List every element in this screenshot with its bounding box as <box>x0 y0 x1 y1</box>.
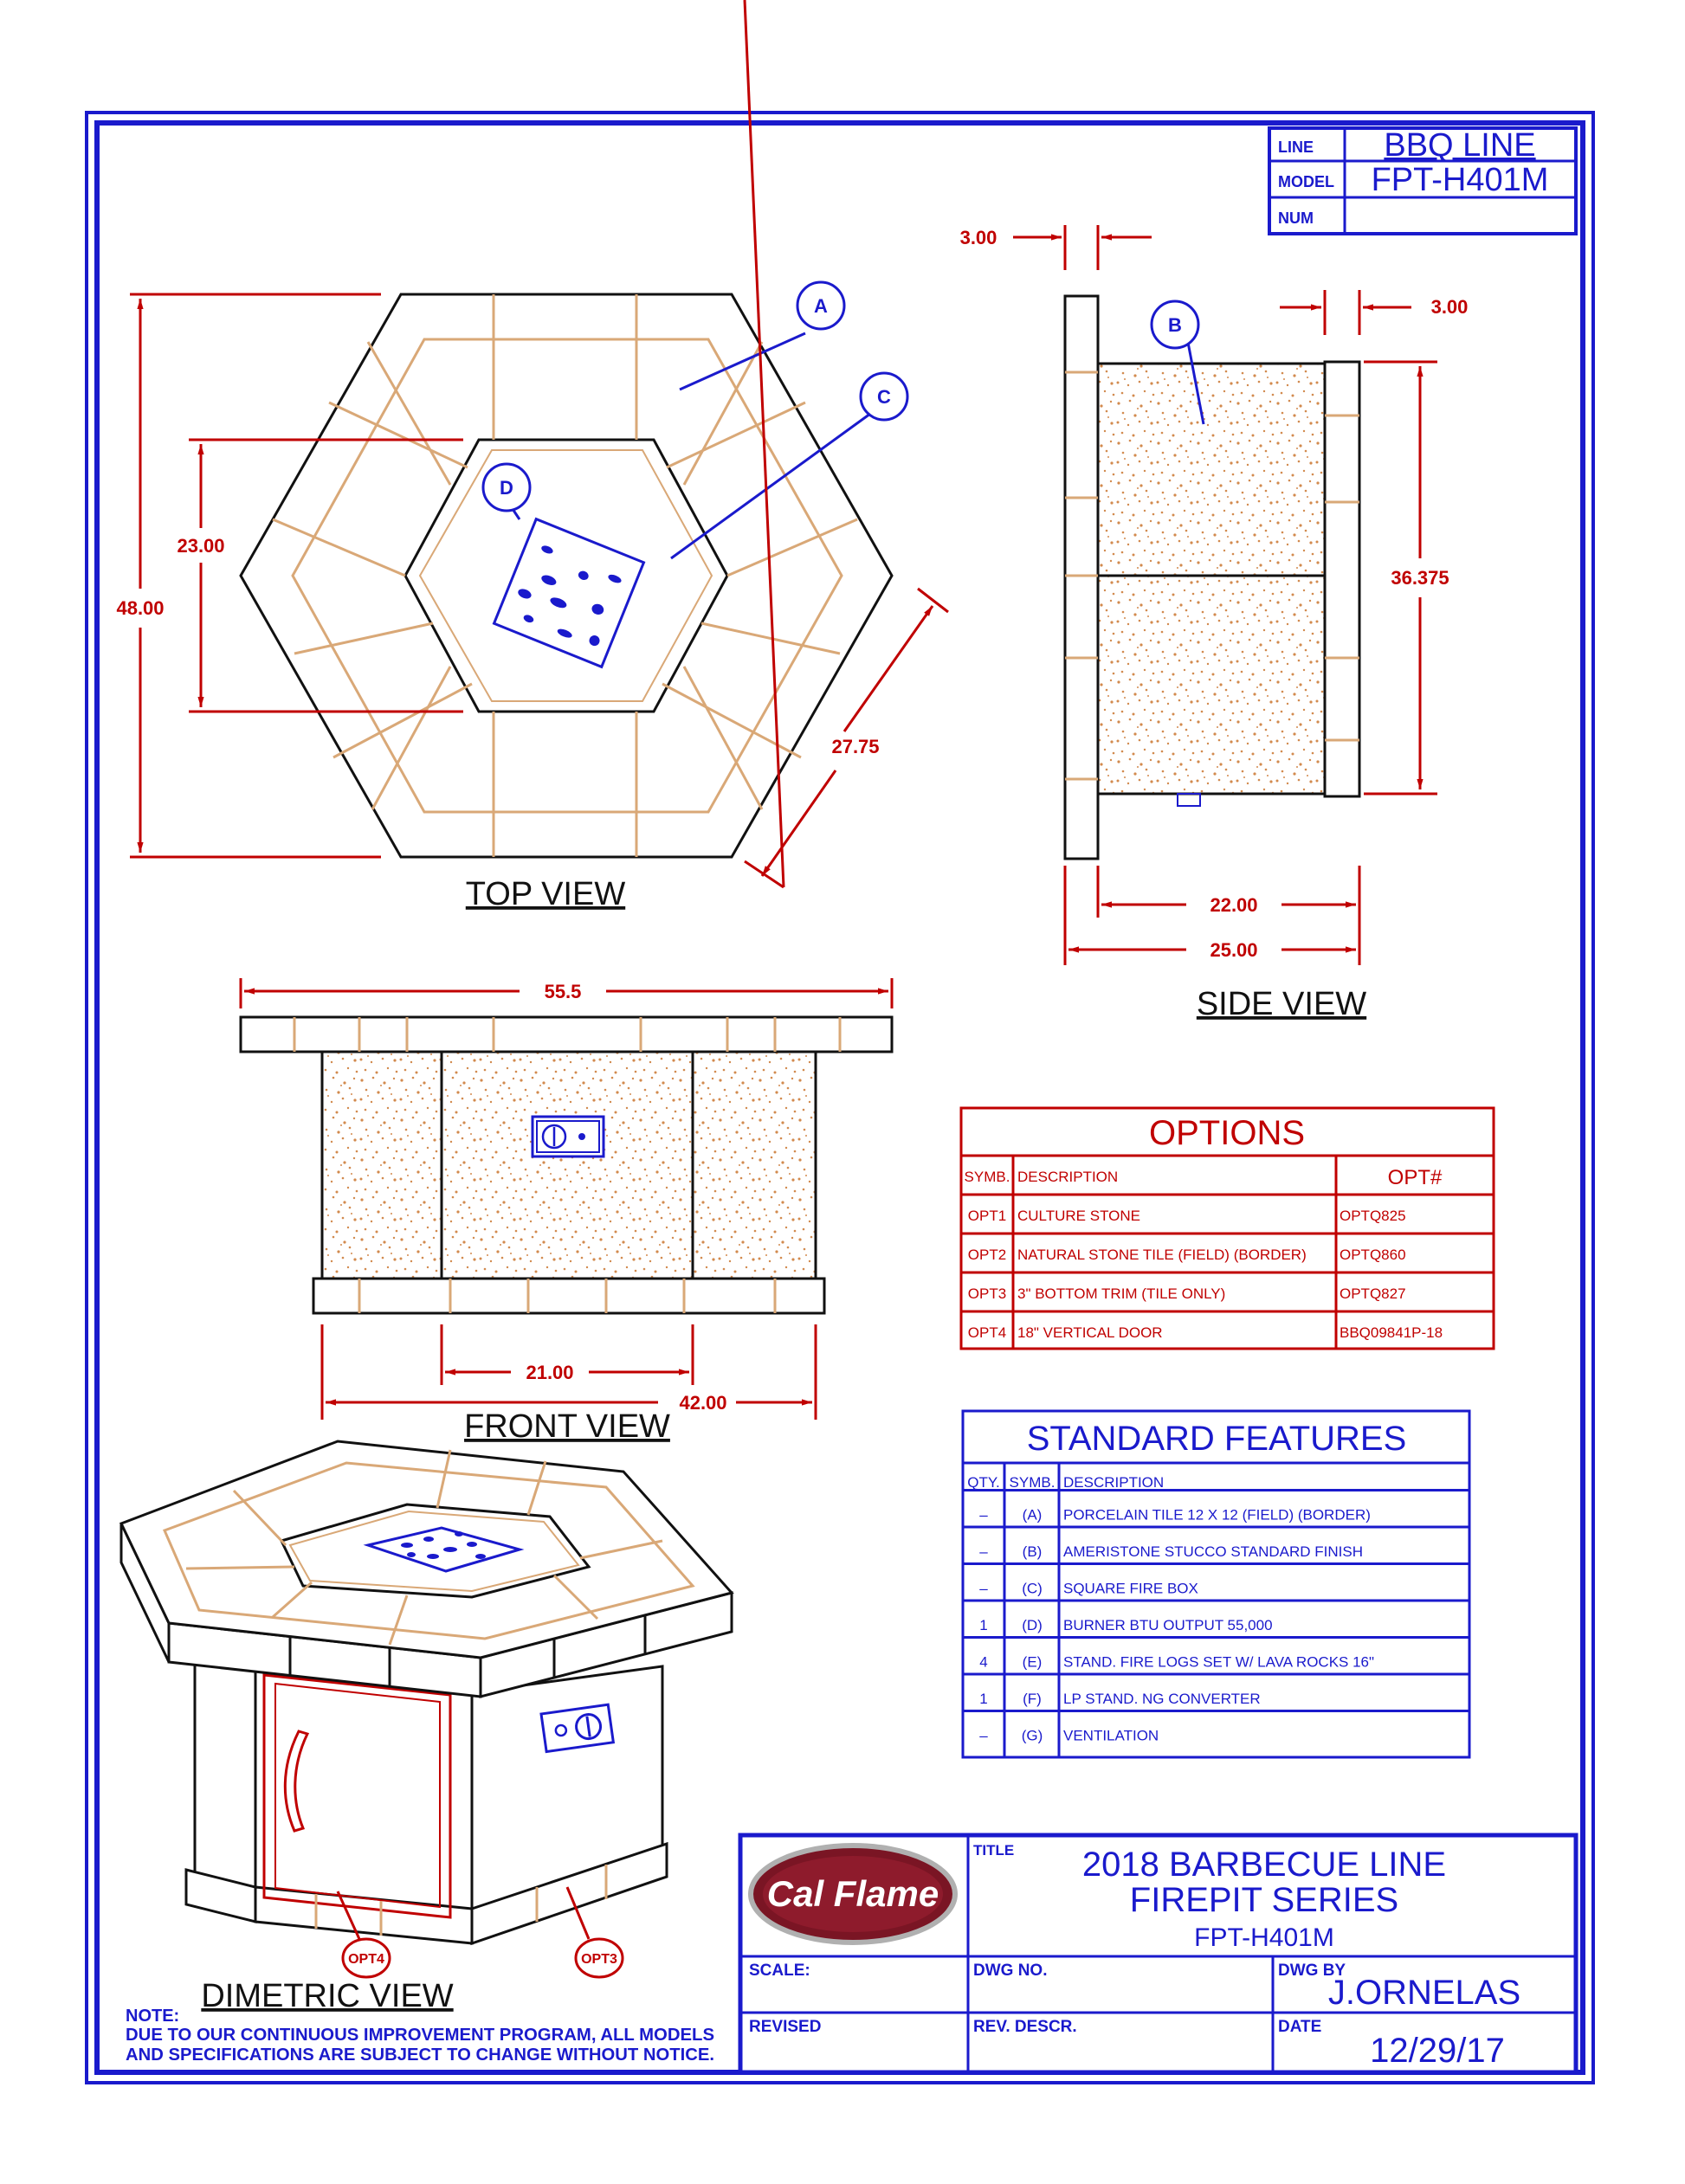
top-view <box>116 0 948 912</box>
sf-cell-r3-c0: 1 <box>979 1617 988 1633</box>
dim-front-21: 21.00 <box>526 1362 574 1383</box>
sf-cell-r1-c1: (B) <box>1022 1543 1043 1560</box>
options-header-opt: OPT# <box>1387 1166 1443 1189</box>
sf-cell-r2-c0: – <box>979 1580 988 1597</box>
sf-cell-r6-c1: (G) <box>1021 1727 1043 1744</box>
dim-side-25: 25.00 <box>1210 939 1258 961</box>
date-value: 12/29/17 <box>1370 2032 1505 2070</box>
sf-header-desc: DESCRIPTION <box>1063 1474 1165 1491</box>
dim-side-22: 22.00 <box>1210 894 1258 916</box>
options-cell-r0-c0: OPT1 <box>967 1208 1007 1224</box>
sf-cell-r5-c0: 1 <box>979 1691 988 1707</box>
top-title-block <box>1269 127 1576 234</box>
sf-cell-r6-c2: VENTILATION <box>1063 1727 1159 1744</box>
sf-cell-r4-c1: (E) <box>1022 1653 1043 1671</box>
options-cell-r3-c0: OPT4 <box>967 1324 1007 1341</box>
opt4-label: OPT4 <box>348 1952 384 1967</box>
options-cell-r3-c1: 18" VERTICAL DOOR <box>1017 1324 1163 1341</box>
dim-side-36375: 36.375 <box>1391 567 1449 589</box>
dimetric-view <box>121 1441 732 2014</box>
front-bottom-trim <box>313 1279 824 1313</box>
side-body <box>1098 364 1325 794</box>
dim-48: 48.00 <box>116 597 165 619</box>
dim-2775: 27.75 <box>831 736 880 757</box>
sf-cell-r5-c2: LP STAND. NG CONVERTER <box>1063 1691 1261 1707</box>
callout-b-label: B <box>1168 314 1182 336</box>
opt3-label: OPT3 <box>581 1952 617 1967</box>
options-title: OPTIONS <box>1148 1114 1306 1152</box>
callout-d-label: D <box>500 477 513 499</box>
front-body <box>322 1052 816 1279</box>
control-panel-icon <box>533 1117 604 1156</box>
side-view-title: SIDE VIEW <box>1196 986 1367 1022</box>
options-cell-r1-c2: OPTQ860 <box>1340 1247 1406 1263</box>
note-block <box>126 2007 714 2065</box>
dim-side-3b: 3.00 <box>1430 296 1469 318</box>
options-cell-r0-c2: OPTQ825 <box>1340 1208 1406 1224</box>
dim-front-555: 55.5 <box>544 981 582 1002</box>
title-line3: FPT-H401M <box>1194 1923 1334 1952</box>
side-top-slab <box>1065 296 1098 859</box>
side-view <box>960 225 1469 1022</box>
sf-cell-r0-c2: PORCELAIN TILE 12 X 12 (FIELD) (BORDER) <box>1063 1506 1371 1524</box>
options-table <box>961 1108 1494 1349</box>
model-label: MODEL <box>1278 173 1334 190</box>
note-line2: AND SPECIFICATIONS ARE SUBJECT TO CHANGE WITHOUT NOTICE. <box>126 2045 714 2065</box>
options-cell-r2-c2: OPTQ827 <box>1340 1285 1406 1302</box>
dim-side-3a: 3.00 <box>959 227 997 248</box>
dim-23: 23.00 <box>177 535 225 557</box>
scale-label: SCALE: <box>749 1962 810 1980</box>
sf-cell-r1-c2: AMERISTONE STUCCO STANDARD FINISH <box>1063 1543 1364 1560</box>
options-cell-r0-c1: CULTURE STONE <box>1017 1208 1141 1224</box>
title-line1: 2018 BARBECUE LINE <box>1081 1846 1447 1884</box>
bottom-title-block <box>740 1835 1576 2072</box>
sf-cell-r3-c2: BURNER BTU OUTPUT 55,000 <box>1063 1617 1273 1633</box>
line-label: LINE <box>1278 139 1314 156</box>
revised-label: REVISED <box>749 2018 822 2036</box>
callout-c-label: C <box>877 386 891 408</box>
sf-header-qty: QTY. <box>967 1474 1000 1491</box>
num-label: NUM <box>1278 209 1314 227</box>
side-bottom-trim <box>1325 362 1359 796</box>
options-cell-r3-c2: BBQ09841P-18 <box>1340 1324 1443 1341</box>
note-line1: DUE TO OUR CONTINUOUS IMPROVEMENT PROGRAM, ALL MODELS <box>126 2026 714 2045</box>
sf-header-symb: SYMB. <box>1009 1474 1056 1491</box>
line-value: BBQ LINE <box>1384 127 1536 164</box>
sf-cell-r6-c0: – <box>979 1727 988 1744</box>
callout-a-label: A <box>814 295 828 317</box>
front-view-title: FRONT VIEW <box>464 1408 670 1445</box>
options-cell-r2-c0: OPT3 <box>967 1285 1007 1302</box>
sf-title: STANDARD FEATURES <box>1026 1420 1407 1458</box>
sf-cell-r4-c0: 4 <box>979 1653 988 1671</box>
options-header-desc: DESCRIPTION <box>1017 1169 1119 1185</box>
options-cell-r1-c1: NATURAL STONE TILE (FIELD) (BORDER) <box>1017 1247 1307 1263</box>
front-view <box>241 978 892 1445</box>
note-label: NOTE: <box>126 2007 180 2026</box>
sf-cell-r0-c0: – <box>979 1506 988 1524</box>
sf-cell-r0-c1: (A) <box>1022 1506 1043 1524</box>
cal-flame-logo <box>751 1846 955 1942</box>
dwg-no-label: DWG NO. <box>973 1962 1048 1980</box>
sf-cell-r2-c2: SQUARE FIRE BOX <box>1063 1580 1198 1597</box>
opt3-bubble <box>576 1939 623 1977</box>
date-label: DATE <box>1278 2018 1322 2036</box>
opt4-bubble <box>343 1939 390 1977</box>
dimetric-view-title: DIMETRIC VIEW <box>201 1978 454 2014</box>
title-label: TITLE <box>973 1842 1015 1859</box>
rev-descr-label: REV. DESCR. <box>973 2018 1077 2036</box>
options-cell-r1-c0: OPT2 <box>967 1247 1007 1263</box>
standard-features-table <box>963 1411 1469 1757</box>
sf-cell-r1-c0: – <box>979 1543 988 1560</box>
dim-front-42: 42.00 <box>679 1392 727 1414</box>
sf-cell-r3-c1: (D) <box>1022 1617 1043 1633</box>
sf-cell-r5-c1: (F) <box>1023 1691 1042 1707</box>
front-top-slab <box>241 1017 892 1052</box>
options-cell-r2-c1: 3" BOTTOM TRIM (TILE ONLY) <box>1017 1285 1226 1302</box>
dwg-by-label: DWG BY <box>1278 1962 1346 1980</box>
title-line2: FIREPIT SERIES <box>1129 1881 1399 1919</box>
sf-cell-r4-c2: STAND. FIRE LOGS SET W/ LAVA ROCKS 16" <box>1063 1653 1375 1671</box>
logo-text: Cal Flame <box>766 1873 939 1914</box>
model-value: FPT-H401M <box>1371 162 1549 198</box>
sf-cell-r2-c1: (C) <box>1022 1580 1043 1597</box>
top-view-title: TOP VIEW <box>465 876 626 912</box>
options-header-symb: SYMB. <box>964 1169 1010 1185</box>
dwg-by-value: J.ORNELAS <box>1327 1974 1521 2012</box>
